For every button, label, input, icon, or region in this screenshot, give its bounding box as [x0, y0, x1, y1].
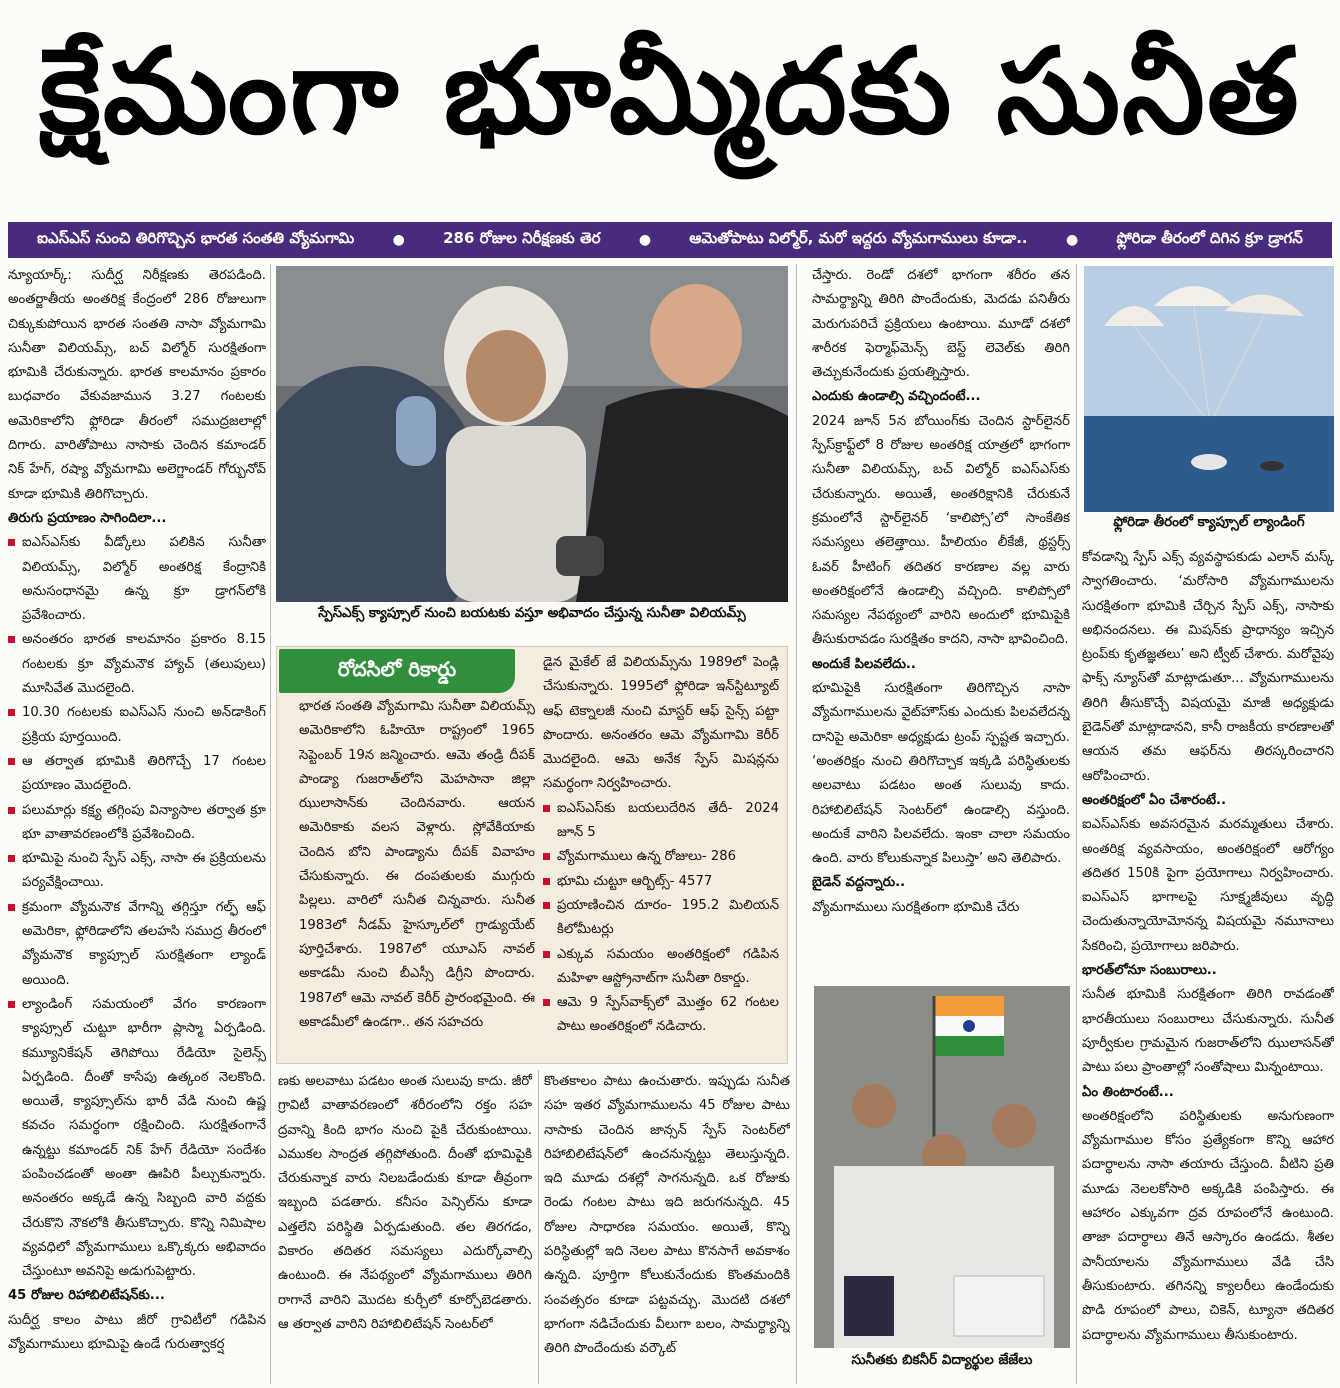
list-item: ఆ తర్వాత భూమికి తిరిగొచ్చే 17 గంటల ప్రయాణం మొదలైంది.	[8, 750, 266, 799]
subheading: ఎందుకు ఉండాల్సి వచ్చిందంటే...	[812, 389, 981, 405]
list-item: ఐఎస్ఎస్‌కు వీడ్కోలు పలికిన సునీతా విలియమ్స్, విల్మోర్ అంతరిక్ష కేంద్రానికి అనుసంధానమై ఉన్న క్రూ డ్రాగన్‌లోకి ప్రవేశించారు.	[8, 531, 266, 628]
column-1	[8, 264, 266, 1384]
paragraph: డైన మైకేల్ జే విలియమ్స్‌ను 1989లో పెండ్లి చేసుకున్నారు. 1995లో ఫ్లోరిడా ఇన్‌స్టిట్యూట్ ఆఫ్ టెక్నాలజీ నుంచి మాస్టర్ ఆఫ్ సైన్స్ పట్టా పొందారు. అనంతరం ఆమె వ్యోమగామి కెరీర్ మొదలైంది. ఆమె అనేక స్పేస్ మిషన్లను సమర్థంగా నిర్వహించారు.	[543, 655, 779, 792]
headline: క్షేమంగా భూమ్మీదకు సునీత	[39, 21, 1301, 160]
list-item: ఆమె 9 స్పేస్‌వాక్స్‌లో మొత్తం 62 గంటల పాటు అంతరిక్షంలో నడిచారు.	[543, 991, 779, 1040]
paragraph: ణకు అలవాటు పడటం అంత సులువు కాదు. జీరో గ్రావిటీ వాతావరణంలో శరీరంలోని రక్తం సహ ద్రవాన్ని కింది భాగం నుంచి పైకి చేరుకుంటాయి. ఎముకల సాంద్రత తగ్గిపోతుంది. దీంతో భూమిపైకి చేరుకున్నాక వారు నిలబడేందుకు కూడా తీవ్రంగా ఇబ్బంది పడతారు. కనీసం పెన్సిల్‌ను కూడా ఎత్తలేని పరిస్థితి ఏర్పడుతుంది. తల తిరగడం, వికారం తదితర సమస్యలు ఎదుర్కోవాల్సి ఉంటుంది. ఈ నేపథ్యంలో వ్యోమగాములు తిరిగి రాగానే వారిని మొదట కుర్చీలో కూర్చోబెడతారు. ఆ తర్వాత వారిని రిహాబిలిటేషన్ సెంటర్‌లో	[278, 1074, 532, 1332]
paragraph: సుదీర్ఘ కాలం పాటు జీరో గ్రావిటీలో గడిపిన వ్యోమగాములు భూమిపై ఉండే గురుత్వాకర్ష	[8, 1312, 266, 1353]
main-photo-caption: స్పేస్ఎక్స్ క్యాప్సూల్ నుంచి బయటకు వస్తూ అభివాదం చేస్తున్న సునీతా విలియమ్స్	[318, 605, 746, 621]
capsule-photo-caption: ఫ్లోరిడా తీరంలో క్యాప్సూల్ ల్యాండింగ్	[1113, 514, 1305, 530]
subheading: బైడెన్ వద్దన్నారు..	[812, 875, 906, 891]
paragraph: సునీత భూమికి సురక్షితంగా తిరిగి రావడంతో భారతీయులు సంబురాలు చేసుకున్నారు. సునీత పూర్వీకుల గ్రామమైన గుజరాత్‌లోని ఝులాసన్‌తో పాటు పలు ప్రాంతాల్లో సంతోషాలు మిన్నంటాయి.	[1082, 987, 1334, 1076]
strap-item: ఫ్లోరిడా తీరంలో దిగిన క్రూ డ్రాగన్	[1116, 229, 1303, 247]
subheading: 45 రోజుల రిహాబిలిటేషన్‌కు...	[8, 1288, 165, 1304]
list-item: 10.30 గంటలకు ఐఎస్ఎస్ నుంచి అన్‌డాకింగ్ ప్రక్రియ పూర్తయింది.	[8, 701, 266, 750]
list-item: వ్యోమగాములు ఉన్న రోజులు- 286	[543, 845, 779, 869]
list-item: ల్యాండింగ్ సమయంలో వేగం కారణంగా క్యాప్సూల్ చుట్టూ భారీగా ప్లాస్మా ఏర్పడింది. కమ్యూనికేషన్ తెగిపోయి రేడియో సైలెన్స్ ఏర్పడింది. దీంతో కాసేపు ఉత్కంఠ నెలకొంది. అయితే, క్యాప్సూల్‌ను భారీ వేడి నుంచి ఉష్ణ కవచం సమర్థంగా రక్షించింది. సురక్షితంగానే ఉన్నట్టు కమాండర్ నిక్ హేగ్ రేడియో సందేశం పంపించడంతో అంతా ఊపిరి పీల్చుకున్నారు. అనంతరం అక్కడే ఉన్న సిబ్బంది వారి వద్దకు చేరుకొని నౌకలోకి తీసుకొచ్చారు. కొన్ని నిమిషాల వ్యవధిలో వ్యోమగాములు ఒక్కొక్కరు అభివాదం చేస్తుంటూ అవనిపై అడుగుపెట్టారు.	[8, 993, 266, 1285]
record-box-left	[299, 695, 535, 1059]
column-divider	[796, 264, 797, 1384]
paragraph: వ్యోమగాములు సురక్షితంగా భూమికి చేరు	[812, 899, 1020, 915]
capsule-photo	[1084, 266, 1334, 512]
list-item: అనంతరం భారత కాలమానం ప్రకారం 8.15 గంటలకు క్రూ వ్యోమనౌక హ్యాచ్ (తలుపులు) మూసివేత మొదలైంది.	[8, 628, 266, 701]
list-item: భూమి చుట్టూ ఆర్బిట్స్- 4577	[543, 870, 779, 894]
paragraph: భారత సంతతి వ్యోమగామి సునీతా విలియమ్స్ అమెరికాలోని ఓహియో రాష్ట్రంలో 1965 సెప్టెంబర్ 19న జన్మించారు. ఆమె తండ్రి దీపక్ పాండ్యా గుజరాత్‌లోని మెహసానా జిల్లా ఝులాసాన్‌కు చెందినవారు. ఆయన అమెరికాకు వలస వెళ్లారు. స్లోవేకియాకు చెందిన బోని పాండ్యాను దీపక్ వివాహం చేసుకున్నారు. ఈ దంపతులకు ముగ్గురు పిల్లలు. వారిలో సునీత చిన్నవారు. సునీత 1983లో నీడమ్ హైస్కూల్‌లో గ్రాడ్యుయేట్ పూర్తిచేశారు. 1987లో యూఎస్ నావల్ అకాడమీ నుంచి బీఎస్సీ డిగ్రీని పొందారు. 1987లో ఆమె నావల్ కెరీర్ ప్రారంభమైంది. ఈ అకాడమీలో ఉండగా.. తన సహచరు	[299, 699, 535, 1030]
fact-list	[543, 797, 779, 1040]
column-4	[812, 264, 1070, 970]
paragraph: అంతరిక్షంలోని పరిస్థితులకు అనుగుణంగా వ్యోమగాముల కోసం ప్రత్యేకంగా కొన్ని ఆహార పదార్థాలను నాసా తయారు చేస్తుంది. వీటిని ప్రతి మూడు నెలలకోసారి అక్కడికి పంపిస్తారు. ఈ ఆహారం ఎక్కువగా ద్రవ రూపంలోనే ఉంటుంది. తాజా పదార్థాలు తినే ఆస్కారం ఉండదు. శీతల పానీయాలను వ్యోమగాములు వేడి చేసి తీసుకుంటారు. తగినన్ని క్యాలరీలు ఉండేందుకు పొడి రూపంలో పాలు, చికెన్, ట్యూనా తదితర పదార్థాలను వ్యోమగాములు తీసుకుంటారు.	[1082, 1108, 1334, 1343]
paragraph: ఐఎస్ఎస్‌కు అవసరమైన మరమ్మతులు చేశారు. అంతరిక్ష వ్యవసాయం, అంతరిక్షంలో ఆరోగ్యం తదితర 150కి పైగా ప్రయోగాలు నిర్వహించారు. ఐఎస్ఎస్ భాగాలపై సూక్ష్మజీవులు వృద్ధి చెందుతున్నాయోమోనన్న విషయమై నమూనాలు సేకరించి, ప్రయోగాలు జరిపారు.	[1082, 817, 1334, 954]
column-5	[1082, 546, 1334, 1384]
list-item: ఐఎస్ఎస్‌కు బయలుదేరిన తేదీ- 2024 జూన్ 5	[543, 797, 779, 846]
paragraph: కోవడాన్ని స్పేస్ ఎక్స్ వ్యవస్థాపకుడు ఎలాన్ మస్క్ స్వాగతించారు. ‘మరోసారి వ్యోమగాములను సురక్షితంగా భూమికి చేర్చిన స్పేస్ ఎక్స్, నాసాకు అభినందనలు. ఈ మిషన్‌కు ప్రాధాన్యం ఇచ్చిన ట్రంప్‌కు కృతజ్ఞతలు’ అని ట్వీట్ చేశారు. మరోవైపు ఫాక్స్ న్యూస్‌తో మాట్లాడుతూ... వ్యోమగాములను తిరిగి తీసుకొచ్చే విషయమై మాజీ అధ్యక్షుడు బైడెన్‌తో మాట్లాడానని, కానీ రాజకీయ కారణాలతో ఆయన తమ ఆఫర్‌ను తిరస్కరించారని ఆరోపించారు.	[1082, 550, 1334, 784]
record-box-right	[543, 651, 779, 1059]
paragraph: చేస్తారు. రెండో దశలో భాగంగా శరీరం తన సామర్థ్యాన్ని తిరిగి పొందేందుకు, మెదడు పనితీరు మెరుగుపరిచే ప్రక్రియలు ఉంటాయి. మూడో దశలో శారీరక ఫెర్మాఫ్‌మెన్స్ బెస్ట్ లెవెల్‌కు తిరిగి తెచ్చుకునేందుకు ప్రయత్నిస్తారు.	[812, 268, 1070, 381]
main-photo	[276, 266, 788, 602]
list-item: భూమిపై నుంచి స్పేస్ ఎక్స్, నాసా ఈ ప్రక్రియలను పర్యవేక్షించాయి.	[8, 847, 266, 896]
strap-item: ఆమెతోపాటు విల్మోర్, మరో ఇద్దరు వ్యోమగాములు కూడా..	[689, 229, 1028, 247]
list-item: ఎక్కువ సమయం అంతరిక్షంలో గడిపిన మహిళా ఆస్ట్రోనాట్‌గా సునీతా రికార్డు.	[543, 943, 779, 992]
strap-item: ఐఎస్ఎస్ నుంచి తిరిగొచ్చిన భారత సంతతి వ్యోమగామి	[37, 229, 355, 247]
column-divider	[538, 1070, 539, 1384]
subheading: అందుకే పిలవలేదు..	[812, 656, 916, 672]
paragraph: భూమిపైకి సురక్షితంగా తిరిగొచ్చిన నాసా వ్యోమగాములను వైట్‌హౌస్‌కు ఎందుకు పిలవలేదన్న దానిపై అమెరికా అధ్యక్షుడు ట్రంప్ స్పష్టత ఇచ్చారు. ‘అంతరిక్షం నుంచి తిరిగొచ్చాక ఇక్కడి పరిస్థితులకు అలవాటు పడటం అంత సులువు కాదు. రిహాబిలిటేషన్ సెంటర్‌లో ఉండాల్సి వస్తుంది. అందుకే వారిని పిలవలేదు. ఇంకా చాలా సమయం ఉంది. వారు కోలుకున్నాక పిలుస్తా’ అని తెలిపారు.	[812, 681, 1070, 867]
column-divider	[1076, 264, 1077, 1384]
subheading: ఏం తింటారంటే...	[1082, 1084, 1174, 1100]
subheading: భారత్‌లోనూ సంబురాలు..	[1082, 963, 1217, 979]
students-photo-caption: సునీతకు బికనీర్ విద్యార్థుల జేజేలు	[851, 1352, 1033, 1368]
list-item: క్రమంగా వ్యోమనౌక వేగాన్ని తగ్గిస్తూ గల్ఫ్ ఆఫ్ అమెరికా, ఫ్లోరిడాలోని తలహసి సముద్ర తీరంలో వ్యోమనౌక క్యాప్సూల్ సురక్షితంగా ల్యాండ్ అయింది.	[8, 896, 266, 993]
paragraph: 2024 జూన్ 5న బోయింగ్‌కు చెందిన స్టార్‌లైనర్ స్పేస్‌క్రాఫ్ట్‌లో 8 రోజుల అంతరిక్ష యాత్రలో భాగంగా సునీతా విలియమ్స్, బచ్ విల్మోర్ ఐఎస్ఎస్‌కు చేరుకున్నారు. అయితే, అంతరిక్షానికి చేరుకునే క్రమంలోనే స్టార్‌లైనర్ ‘కాలిప్సో’లో సాంకేతిక సమస్యలు తలెత్తాయి. హీలియం లీకేజీ, థ్రస్టర్స్ ఓవర్ హీటింగ్ తదితర కారణాల వల్ల వారు అంతరిక్షంలోనే ఉండాల్సి వచ్చింది. కాలిప్సోలో సమస్యల నేపథ్యంలో వారిని అందులో భూమిపైకి తీసుకురావడం సురక్షితం కాదని, నాసా భావించింది.	[812, 413, 1070, 648]
bullet-dot: ●	[1065, 232, 1079, 248]
list-item: ప్రయాణించిన దూరం- 195.2 మిలియన్ కిలోమీటర్లు	[543, 894, 779, 943]
subheading: అంతరిక్షంలో ఏం చేశారంటే..	[1082, 792, 1227, 808]
bullet-dot: ●	[638, 232, 652, 248]
column-3-bottom	[544, 1070, 790, 1384]
strap-item: 286 రోజుల నిరీక్షణకు తెర	[443, 229, 601, 247]
paragraph: కొంతకాలం పాటు ఉంచుతారు. ఇప్పుడు సునీత సహ ఇతర వ్యోమగాములను 45 రోజుల పాటు నాసాకు చెందిన జాన్సన్ స్పేస్ సెంటర్‌లో రిహాబిలిటేషన్‌లో ఉంచనున్నట్టు తెలుస్తున్నది. ఇది మూడు దశల్లో సాగనున్నది. ఒక రోజుకు రెండు గంటల పాటు ఇది జరుగనున్నది. 45 రోజుల సాధారణ సమయం. అయితే, కొన్ని పరిస్థితుల్లో ఇది నెలల పాటు కొనసాగే అవకాశం ఉన్నది. పూర్తిగా కోలుకునేందుకు కొంతమందికి సంవత్సరం కూడా పట్టవచ్చు. మొదటి దశలో భాగంగా నడిచేందుకు వీలుగా బలం, సామర్థ్యాన్ని తిరిగి పొందేందుకు వర్కౌట్	[544, 1074, 790, 1357]
strap-bar	[8, 222, 1332, 258]
list-item: పలుమార్లు కక్ష్య తగ్గింపు విన్యాసాల తర్వాత క్రూ భూ వాతావరణంలోకి ప్రవేశించింది.	[8, 799, 266, 848]
bullet-dot: ●	[392, 232, 405, 248]
intro-paragraph: న్యూయార్క్: సుదీర్ఘ నిరీక్షణకు తెరపడింది. అంతర్జాతీయ అంతరిక్ష కేంద్రంలో 286 రోజులుగా చిక్కుకుపోయిన భారత సంతతి నాసా వ్యోమగామి సునీతా విలియమ్స్, బచ్ విల్మోర్ సురక్షితంగా భూమికి చేరుకున్నారు. భారత కాలమానం ప్రకారం బుధవారం వేకువజామున 3.27 గంటలకు అమెరికాలోని ఫ్లోరిడా తీరంలో సముద్రజలాల్లో దిగారు. వారితోపాటు నాసాకు చెందిన కమాండర్ నిక్ హేగ్, రష్యా వ్యోమగామి అలెగ్జాండర్ గోర్బునోవ్ కూడా భూమికి తిరిగొచ్చారు.	[8, 268, 266, 502]
record-box	[276, 646, 788, 1064]
students-photo	[814, 986, 1070, 1348]
column-divider	[270, 264, 271, 1384]
bullet-list	[8, 531, 266, 1284]
subheading: తిరుగు ప్రయాణం సాగిందిలా...	[8, 510, 167, 526]
column-2-bottom	[278, 1070, 532, 1384]
record-box-title: రోదసిలో రికార్డు	[279, 649, 515, 693]
